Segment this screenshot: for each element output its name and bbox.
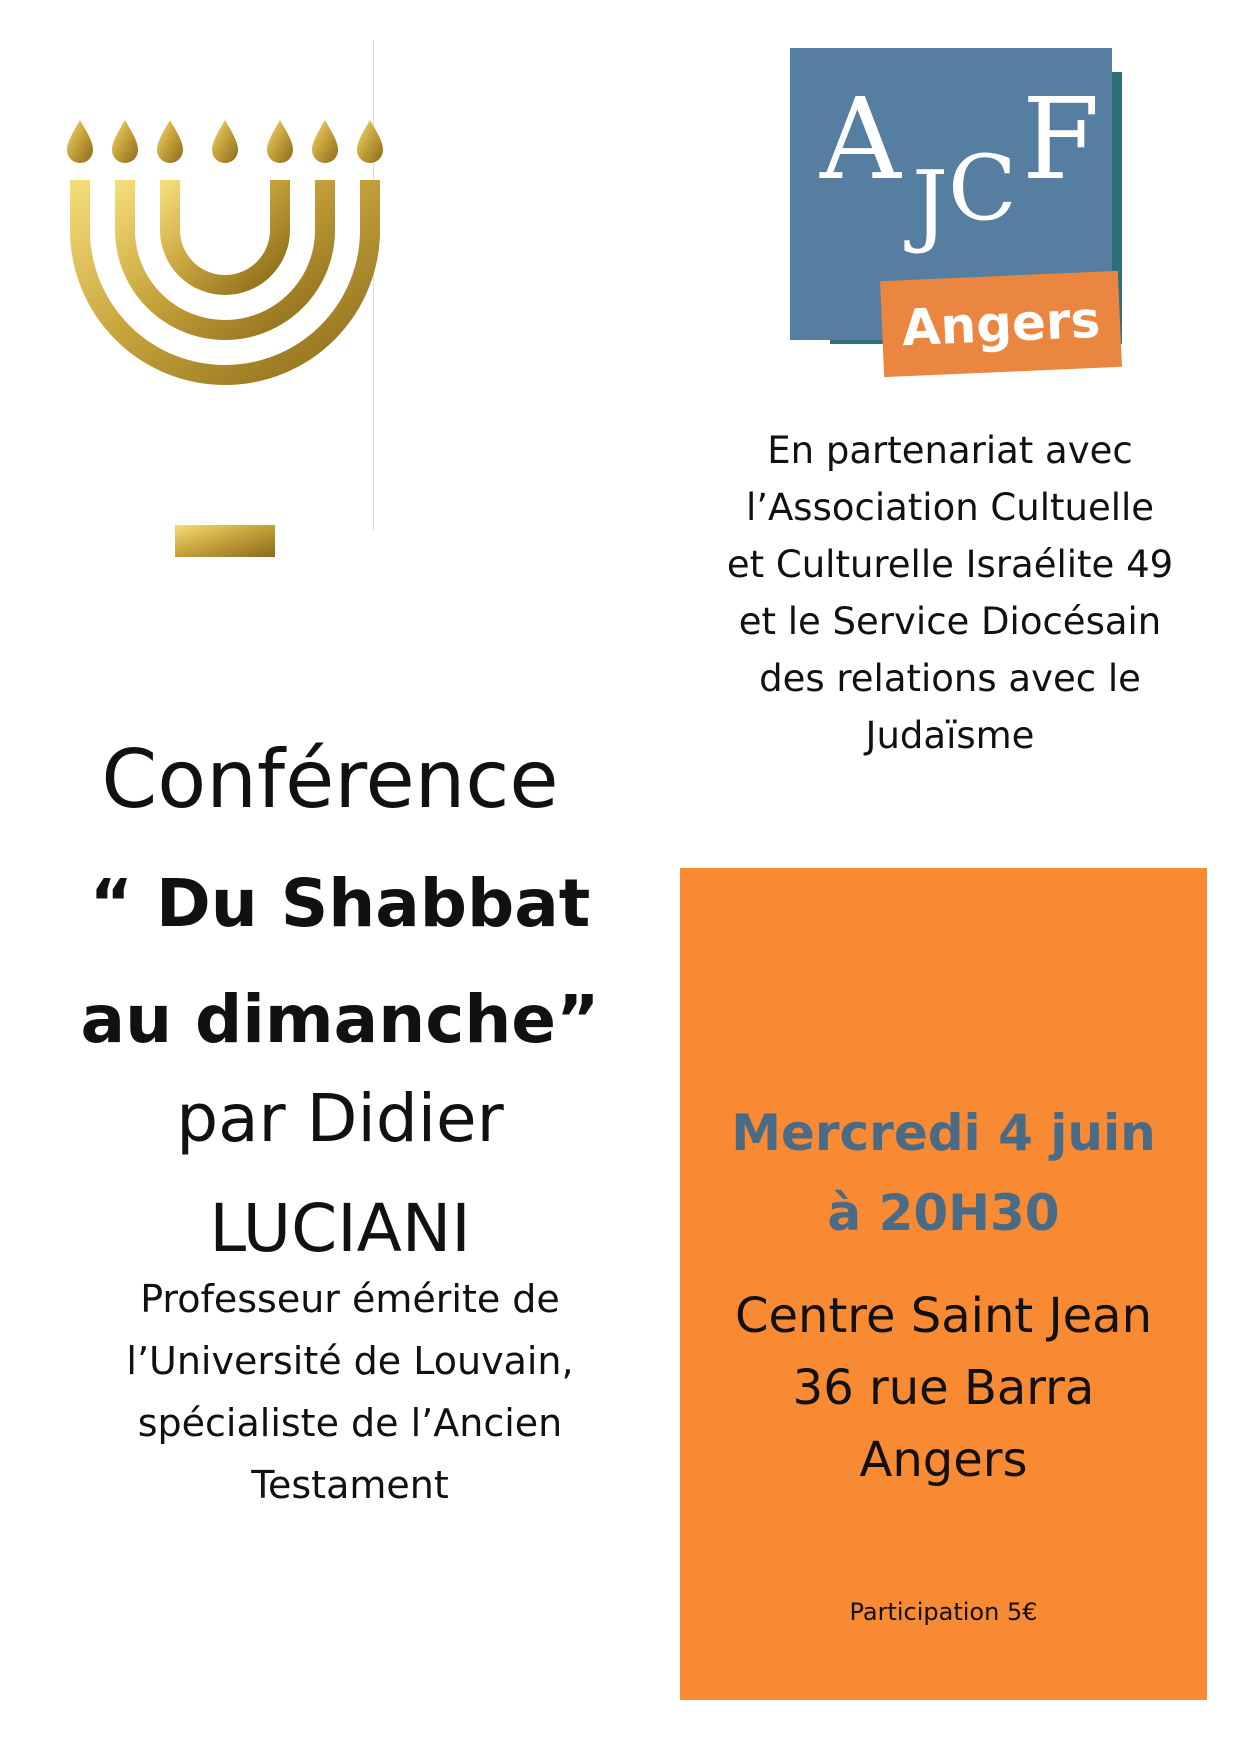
conference-title [30,846,650,1078]
bio-line: spécialiste de l’Ancien [137,1401,563,1445]
logo-letter-j: J [912,152,949,257]
venue-line: Angers [859,1432,1028,1488]
title-line: “ Du Shabbat [89,865,591,942]
title-line: au dimanche” [80,981,600,1058]
logo-city-label: Angers [880,271,1122,377]
speaker-line: LUCIANI [209,1190,471,1267]
venue-line: 36 rue Barra [792,1360,1095,1416]
partner-line: l’Association Cultuelle [745,486,1155,529]
date-line: à 20H30 [827,1184,1060,1242]
event-date [680,1093,1207,1253]
date-line: Mercredi 4 juin [731,1104,1156,1162]
logo-letter-a: A [820,75,901,205]
partner-line: et le Service Diocésain [738,600,1162,643]
venue-line: Centre Saint Jean [735,1288,1152,1344]
partner-line: Judaïsme [865,714,1035,757]
event-info-box [680,868,1207,1700]
conference-label: Conférence [101,733,559,826]
ajcf-logo [790,48,1130,388]
event-venue [680,1280,1207,1496]
partner-line: et Culturelle Israélite 49 [726,543,1174,586]
bio-line: Professeur émérite de [140,1277,560,1321]
logo-letter-c: C [948,136,1017,241]
speaker-line: par Didier [176,1080,504,1157]
participation-fee: Participation 5€ [849,1598,1038,1626]
partnership-text [680,422,1220,764]
bio-line: Testament [251,1463,449,1507]
bio-line: l’Université de Louvain, [126,1339,574,1383]
speaker-bio [80,1268,620,1516]
partner-line: des relations avec le [759,657,1141,700]
menorah-icon [55,120,395,620]
partner-line: En partenariat avec [767,429,1133,472]
logo-letter-f: F [1022,75,1100,205]
speaker-name [50,1064,630,1284]
